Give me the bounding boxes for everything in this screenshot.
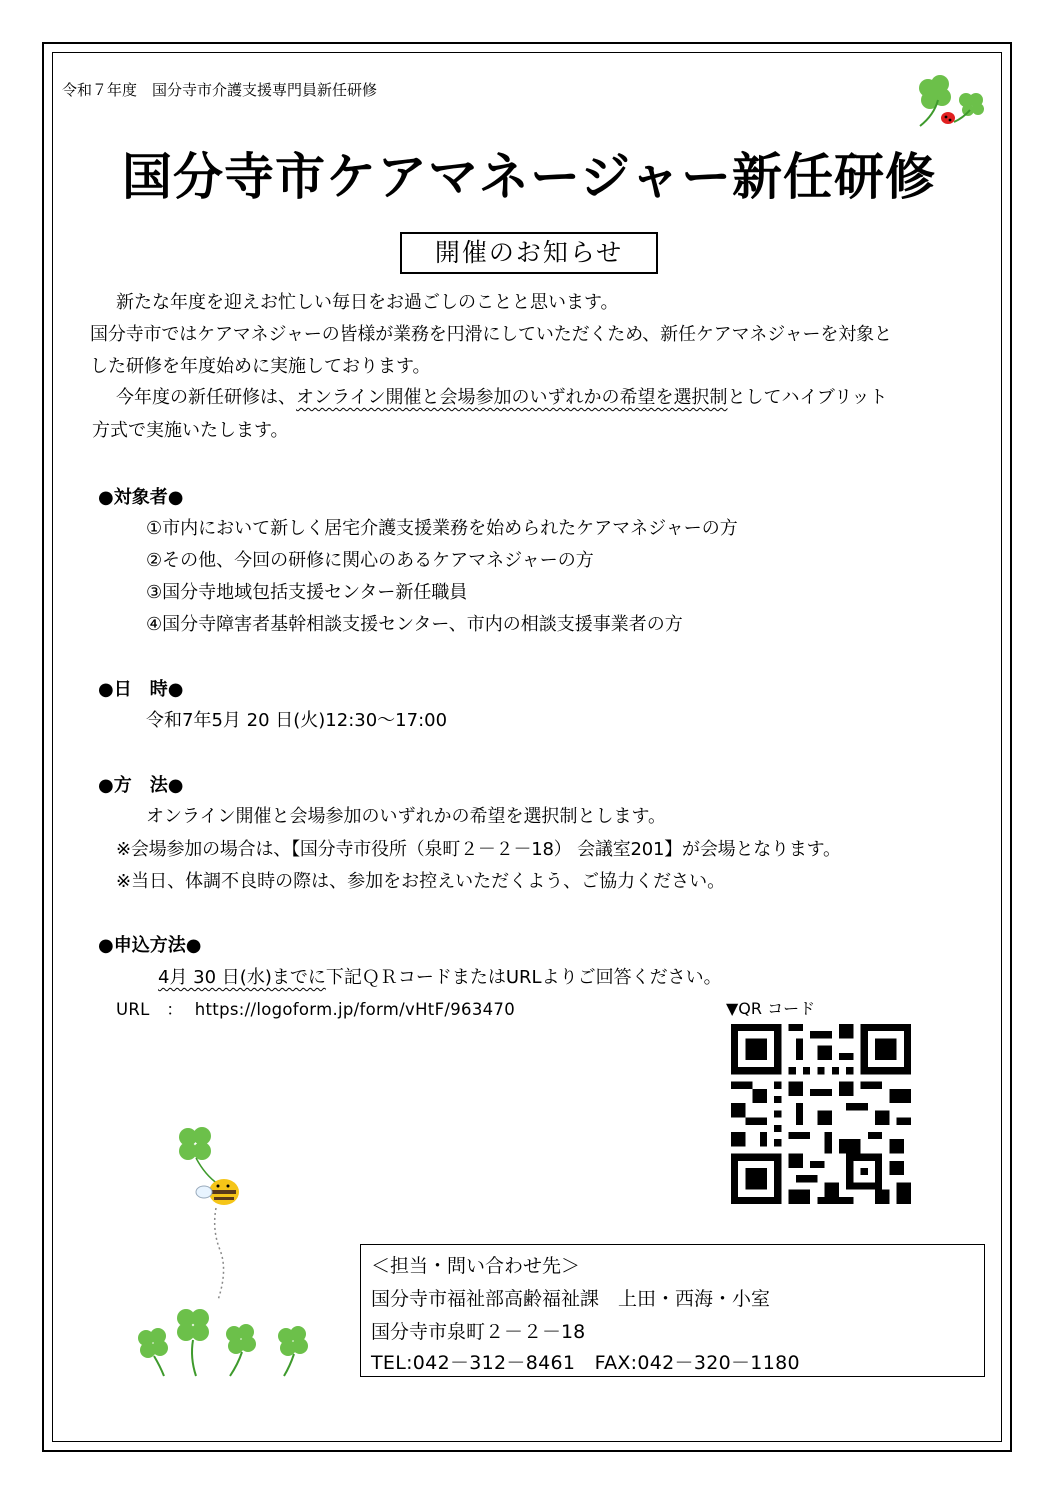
intro-line-4 [116, 386, 888, 410]
url-line [116, 996, 515, 1020]
method-line-1: オンライン開催と会場参加のいずれかの希望を選択制とします。 [146, 806, 667, 827]
intro-line-5: 方式で実施いたします。 [92, 420, 289, 441]
apply-line [158, 963, 722, 989]
method-line-3: ※当日、体調不良時の際は、参加をお控えいただくよう、ご協力ください。 [116, 871, 726, 892]
target-item: ④国分寺障害者基幹相談支援センター、市内の相談支援事業者の方 [146, 614, 683, 635]
apply-deadline: 4月 30 日(水)までに [158, 967, 326, 988]
url-label: URL ： [116, 1000, 184, 1019]
datetime-value: 令和7年5月 20 日(火)12:30～17:00 [146, 710, 448, 731]
qr-code-label: ▼QR コード [726, 999, 816, 1018]
datetime-heading: ●日 時● [98, 679, 184, 700]
intro-highlight: オンライン開催と会場参加のいずれかの希望を選択制 [296, 387, 728, 408]
intro-line-4-start: 今年度の新任研修は、 [116, 387, 296, 408]
notice-heading-box: 開催のお知らせ [400, 232, 658, 274]
apply-heading: ●申込方法● [98, 935, 202, 956]
contact-department: 国分寺市福祉部高齢福祉課 上田・西海・小室 [371, 1288, 771, 1310]
clover-patch-icon [130, 1300, 320, 1380]
contact-address: 国分寺市泉町２－２－18 [371, 1321, 586, 1343]
contact-box [360, 1244, 985, 1377]
intro-line-2: 国分寺市ではケアマネジャーの皆様が業務を円滑にしていただくため、新任ケアマネジャーを対象と [90, 324, 892, 345]
page-title: 国分寺市ケアマネージャー新任研修 [122, 148, 936, 206]
intro-line-1: 新たな年度を迎えお忙しい毎日をお過ごしのことと思います。 [116, 292, 619, 313]
bee-clover-icon [160, 1120, 260, 1310]
application-url-link[interactable]: https://logoform.jp/form/vHtF/963470 [194, 1000, 516, 1019]
method-line-2: ※会場参加の場合は、【国分寺市役所（泉町２－２－18） 会議室201】が会場となります。 [116, 839, 841, 860]
intro-line-3: した研修を年度始めに実施しております。 [90, 356, 431, 377]
targets-heading: ●対象者● [98, 487, 184, 508]
contact-heading: ＜担当・問い合わせ先＞ [371, 1255, 581, 1277]
fiscal-year-subtitle: 令和７年度 国分寺市介護支援専門員新任研修 [62, 81, 378, 99]
intro-line-4-end: としてハイブリット [727, 387, 888, 408]
qr-code-image[interactable] [731, 1024, 911, 1204]
method-heading: ●方 法● [98, 775, 184, 796]
target-item: ②その他、今回の研修に関心のあるケアマネジャーの方 [146, 550, 594, 571]
clover-ladybug-icon [908, 70, 990, 136]
contact-phone-fax: TEL:042－312－8461 FAX:042－320－1180 [371, 1352, 800, 1374]
apply-instructions: 下記ＱＲコードまたはURLよりご回答ください。 [325, 967, 722, 988]
target-item: ①市内において新しく居宅介護支援業務を始められたケアマネジャーの方 [146, 518, 738, 539]
target-item: ③国分寺地域包括支援センター新任職員 [146, 582, 468, 603]
